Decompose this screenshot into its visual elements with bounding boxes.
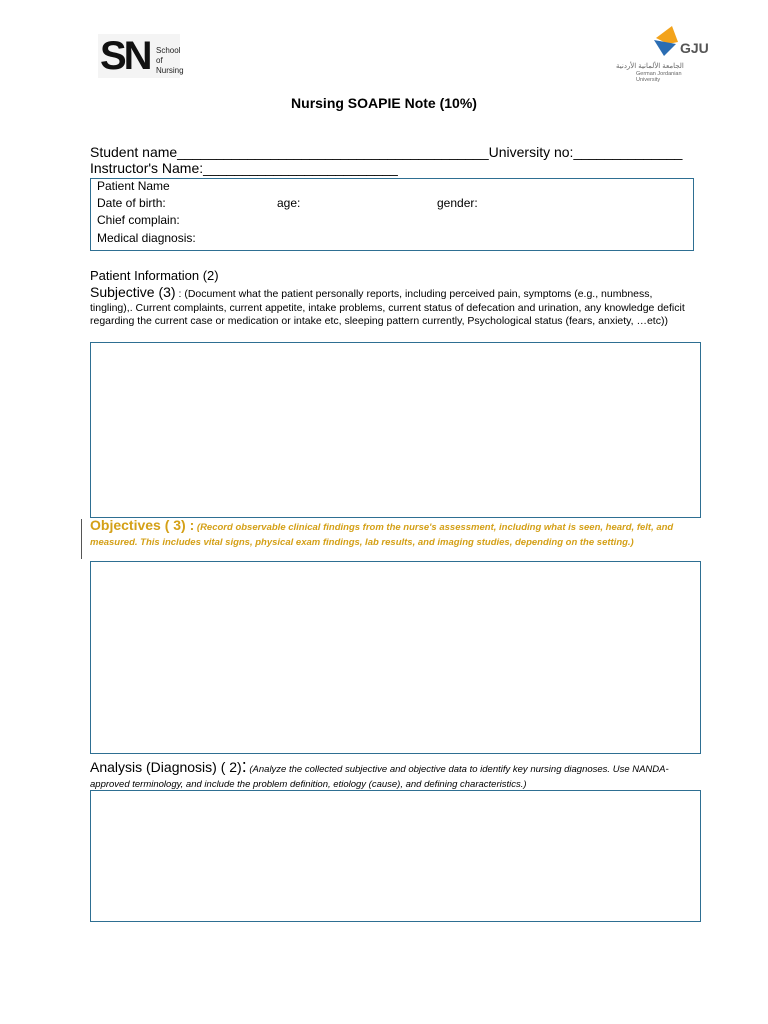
student-name-blank[interactable]: ________________________________________ xyxy=(177,144,489,160)
objectives-section xyxy=(90,519,690,549)
instructor-name-blank[interactable]: _________________________ xyxy=(203,160,398,176)
subjective-answer-box[interactable] xyxy=(90,342,701,518)
gender-label: gender: xyxy=(437,196,478,210)
subjective-section xyxy=(90,286,690,329)
chief-complain-label: Chief complain: xyxy=(97,213,180,227)
subjective-instructions: : (Document what the patient personally reports, including perceived pain, symptoms (e.g., numbness, tingling),. Current complaints, current appetite, intake problems, current status of defecation and urination, any knowledge deficit regarding the current case or medication or intake etc, sleeping pattern currently, Psychological status (fears, anxiety, …etc)) xyxy=(90,288,685,327)
student-name-label: Student name xyxy=(90,144,178,160)
patient-name-label: Patient Name xyxy=(97,179,170,193)
objectives-answer-box[interactable] xyxy=(90,561,701,754)
student-line xyxy=(90,144,682,160)
analysis-answer-box[interactable] xyxy=(90,790,701,922)
analysis-section xyxy=(90,756,690,791)
date-of-birth-label: Date of birth: xyxy=(97,196,166,210)
university-no-blank[interactable]: ______________ xyxy=(573,144,683,160)
instructor-name-label: Instructor's Name: xyxy=(90,160,204,176)
gju-logo-arabic: الجامعة الألمانية الأردنية xyxy=(616,63,684,70)
objectives-heading: Objectives ( 3) : xyxy=(90,517,195,533)
gju-logo-mark: GJU xyxy=(680,40,709,56)
medical-diagnosis-label: Medical diagnosis: xyxy=(97,231,196,245)
subjective-heading: Subjective (3) xyxy=(90,284,176,300)
gju-logo xyxy=(612,22,709,83)
analysis-colon: : xyxy=(241,756,247,776)
gju-logo-english: German Jordanian University xyxy=(636,71,682,83)
analysis-instructions: (Analyze the collected subjective and objective data to identify key nursing diagnoses. Use NANDA-approved terminology, and include the problem definition, etiology (cause), and defining characteristics.) xyxy=(90,764,669,790)
patient-details-box xyxy=(90,178,694,251)
school-of-nursing-logo xyxy=(98,34,184,78)
page-title: Nursing SOAPIE Note (10%) xyxy=(291,95,477,111)
sn-logo-caption: School of Nursing xyxy=(156,46,184,75)
instructor-line xyxy=(90,160,398,176)
patient-information-heading: Patient Information (2) xyxy=(90,268,219,283)
change-bar xyxy=(81,519,82,559)
age-label: age: xyxy=(277,196,301,210)
analysis-heading: Analysis (Diagnosis) ( 2) xyxy=(90,759,242,775)
university-no-label: University no: xyxy=(488,144,574,160)
sn-logo-mark: SN xyxy=(100,34,150,78)
objectives-instructions: (Record observable clinical findings from the nurse's assessment, including what is seen, heard, felt, and measured. This includes vital signs, physical exam findings, lab results, and imaging studies, depending on the setting.) xyxy=(90,522,674,548)
